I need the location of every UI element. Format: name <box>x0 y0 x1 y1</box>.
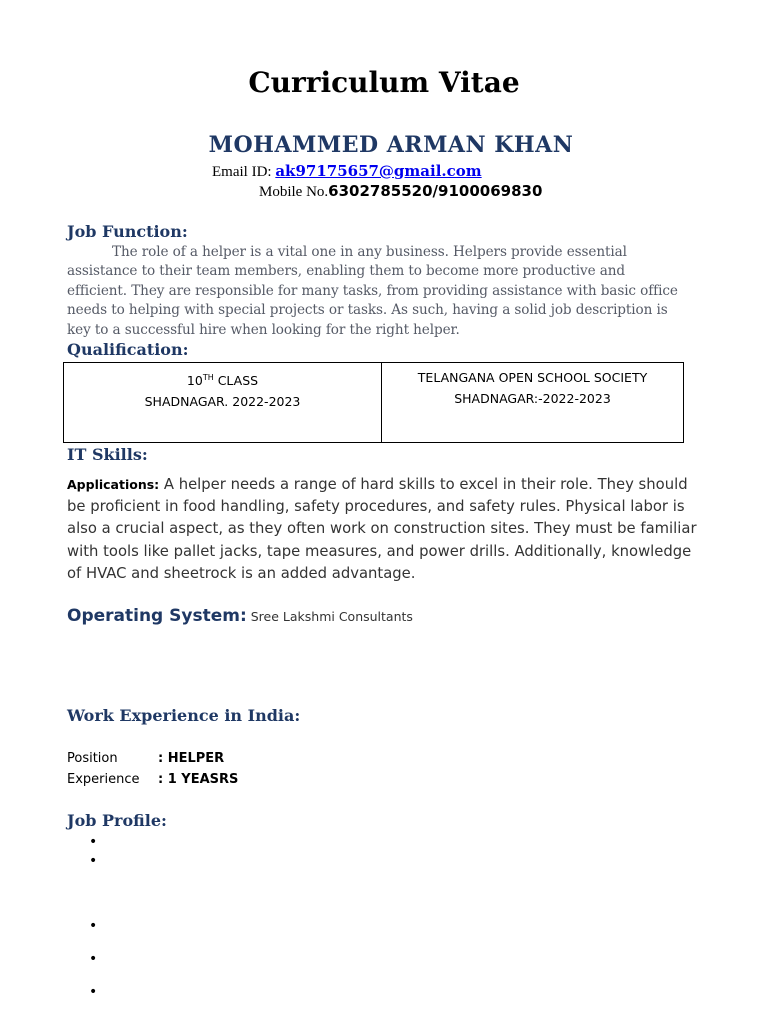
it-skills-text <box>67 474 697 585</box>
mobile-line <box>259 182 542 201</box>
candidate-name: MOHAMMED ARMAN KHAN <box>208 132 574 158</box>
position-label: Position <box>67 751 118 766</box>
school-location: SHADNAGAR:-2022-2023 <box>454 391 611 406</box>
list-item-bullet: • <box>89 918 98 934</box>
position-row <box>67 751 224 766</box>
experience-label: Experience <box>67 772 140 787</box>
list-item-bullet: • <box>89 853 98 869</box>
operating-system-heading: Operating System: <box>67 606 247 626</box>
table-row <box>64 363 684 443</box>
work-experience-heading: Work Experience in India: <box>67 706 301 725</box>
class-text: CLASS <box>213 373 259 389</box>
mobile-number: 6302785520/9100069830 <box>328 182 543 200</box>
class-location: SHADNAGAR. 2022-2023 <box>144 394 301 410</box>
experience-row <box>67 772 238 787</box>
it-skills-heading: IT Skills: <box>67 445 148 464</box>
operating-system-value: Sree Lakshmi Consultants <box>246 609 413 624</box>
qualification-cell-1 <box>64 363 382 443</box>
email-label: Email ID: <box>212 164 276 180</box>
list-item-bullet: • <box>89 834 98 850</box>
qualification-heading: Qualification: <box>67 340 189 359</box>
operating-system-line <box>67 606 413 626</box>
qualification-table <box>63 362 684 443</box>
applications-label: Applications: <box>67 477 160 492</box>
school-name: TELANGANA OPEN SCHOOL SOCIETY <box>417 370 648 385</box>
document-title: Curriculum Vitae <box>248 66 520 99</box>
qualification-cell-2 <box>382 363 684 443</box>
position-value: : HELPER <box>158 751 225 766</box>
mobile-label: Mobile No. <box>259 184 329 200</box>
job-profile-heading: Job Profile: <box>67 811 167 830</box>
job-function-text: The role of a helper is a vital one in any business. Helpers provide essential assistance to their team members, enabling them to become more productive and efficient. They are responsible for many tasks, from providing assistance with basic office needs to helping with special projects or tasks. As such, having a solid job description is key to a successful hire when looking for the right helper. <box>67 244 678 338</box>
class-number: 10 <box>186 373 203 389</box>
email-line <box>212 162 482 181</box>
job-function-heading: Job Function: <box>67 222 188 241</box>
experience-value: : 1 YEASRS <box>158 772 239 787</box>
list-item-bullet: • <box>89 984 98 1000</box>
applications-text: A helper needs a range of hard skills to excel in their role. They should be proficient in food handling, safety procedures, and safety rules. Physical labor is also a crucial aspect, as they often work on construction sites. They must be familiar with tools like pallet jacks, tape measures, and power drills. Additionally, knowledge of HVAC and sheetrock is an added advantage. <box>67 476 697 582</box>
email-link[interactable]: ak97175657@gmail.com <box>275 162 482 180</box>
class-suffix: TH <box>202 373 214 382</box>
list-item-bullet: • <box>89 951 98 967</box>
